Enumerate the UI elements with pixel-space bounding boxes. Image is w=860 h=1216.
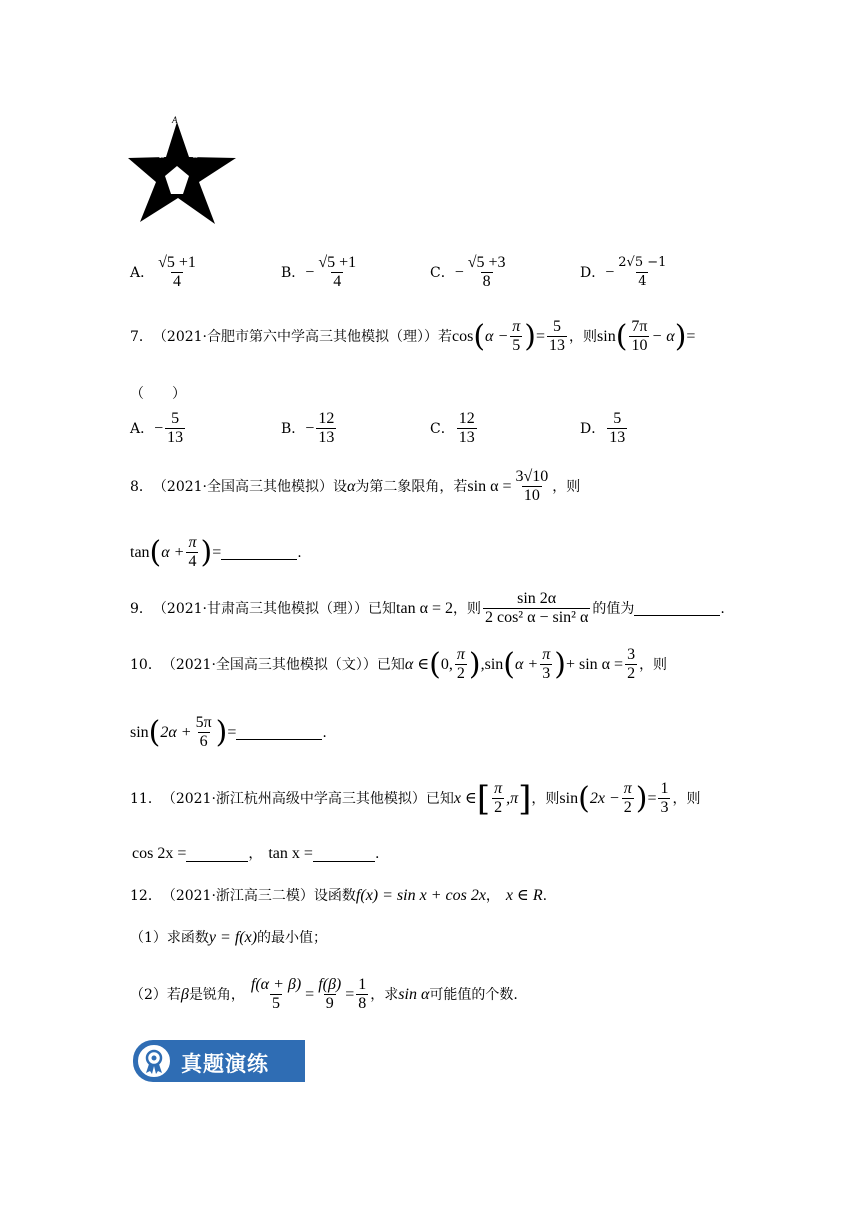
- q6-option-d[interactable]: D． − $\frac{2√5 -1}{4}$: [580, 255, 667, 289]
- q8-answer-blank[interactable]: [221, 545, 297, 560]
- label-b: B: [159, 150, 165, 160]
- q7-option-c[interactable]: C． $\frac{12}{13}$: [430, 410, 475, 446]
- star-figure: [126, 114, 238, 226]
- label-c: C: [192, 150, 199, 160]
- q10-answer-blank[interactable]: [236, 725, 322, 740]
- q6-option-a-fraction: $\frac{√5 +1}{4}$: [158, 254, 196, 290]
- question-10: 10． （2021·全国高三其他模拟（文））已知 α ∈ ( 0, $\frac{\pi}{2}$ ) ,sin ( α + $\frac{\pi}{3}$ ) + sin α = $\frac{3}{2}$ ，则: [130, 646, 668, 682]
- section-badge: [133, 1040, 305, 1082]
- q9-answer-blank[interactable]: [634, 601, 720, 616]
- q6-option-a[interactable]: A． $\frac{√5 +1}{4}$: [130, 254, 196, 290]
- q7-option-a[interactable]: A． − $\frac{5}{13}$: [130, 410, 184, 446]
- question-9: 9． （2021·甘肃高三其他模拟（理））已知 tan α = 2 ，则 $\frac{\sin 2\alpha}{\text{2 cos² α − sin² α}}$ 的值为 .: [130, 590, 725, 626]
- q7-option-d[interactable]: D． $\frac{5}{13}$: [580, 410, 626, 446]
- question-8: 8． （2021·全国高三其他模拟）设 α 为第二象限角，若 sin α = $\frac{3√10}{10}$ ，则: [130, 468, 581, 504]
- q11-tan-blank[interactable]: [313, 847, 375, 862]
- q11-cos-blank[interactable]: [186, 847, 248, 862]
- question-7: 7． （2021·合肥市第六中学高三其他模拟（理））若 cos ( α − $\frac{\pi}{5}$ ) = $\frac{5}{13}$ ，则 sin ( $\frac{7\pi}{10}$ − α ) =: [130, 318, 696, 354]
- question-12-part-2: （2）若 β 是锐角， $\frac{f(\alpha + \beta)}{5}$ = $\frac{f(\beta)}{9}$ = $\frac{1}{8}$ ，求 sin α 可能值的个数.: [130, 976, 518, 1012]
- question-8-expression: tan ( α + $\frac{\pi}{4}$ ) = .: [130, 534, 302, 570]
- q6-option-b[interactable]: B． − $\frac{√5 +1}{4}$: [281, 254, 357, 290]
- q6-option-b-fraction: $\frac{√5 +1}{4}$: [318, 254, 357, 290]
- question-12: 12． （2021·浙江高三二模）设函数 f(x) = sin x + cos 2x ， x ∈ R .: [130, 887, 548, 904]
- q6-option-c[interactable]: C． − $\frac{√5 +3}{8}$: [430, 254, 506, 290]
- question-12-part-1: （1）求函数 y = f(x) 的最小值；: [130, 929, 328, 946]
- ribbon-award-icon: [137, 1044, 171, 1078]
- section-title: 真题演练: [181, 1052, 269, 1076]
- question-11: 11． （2021·浙江杭州高级中学高三其他模拟）已知 x ∈ [ $\frac{\pi}{2}$ ,π ] ，则 sin ( 2x − $\frac{\pi}{2}$ ) = $\frac{1}{3}$ ，则: [130, 778, 701, 819]
- q7-option-b[interactable]: B． − $\frac{12}{13}$: [281, 410, 335, 446]
- label-a: A: [172, 115, 178, 125]
- question-11-blanks: cos 2x = ， tan x = .: [132, 845, 380, 862]
- question-10-expression: sin ( 2α + $\frac{5\pi}{6}$ ) = .: [130, 714, 327, 750]
- q6-option-c-fraction: $\frac{√5 +3}{8}$: [467, 254, 506, 290]
- q6-option-d-fraction: $\frac{2√5 -1}{4}$: [618, 255, 667, 289]
- q7-answer-paren: （ ）: [130, 386, 186, 402]
